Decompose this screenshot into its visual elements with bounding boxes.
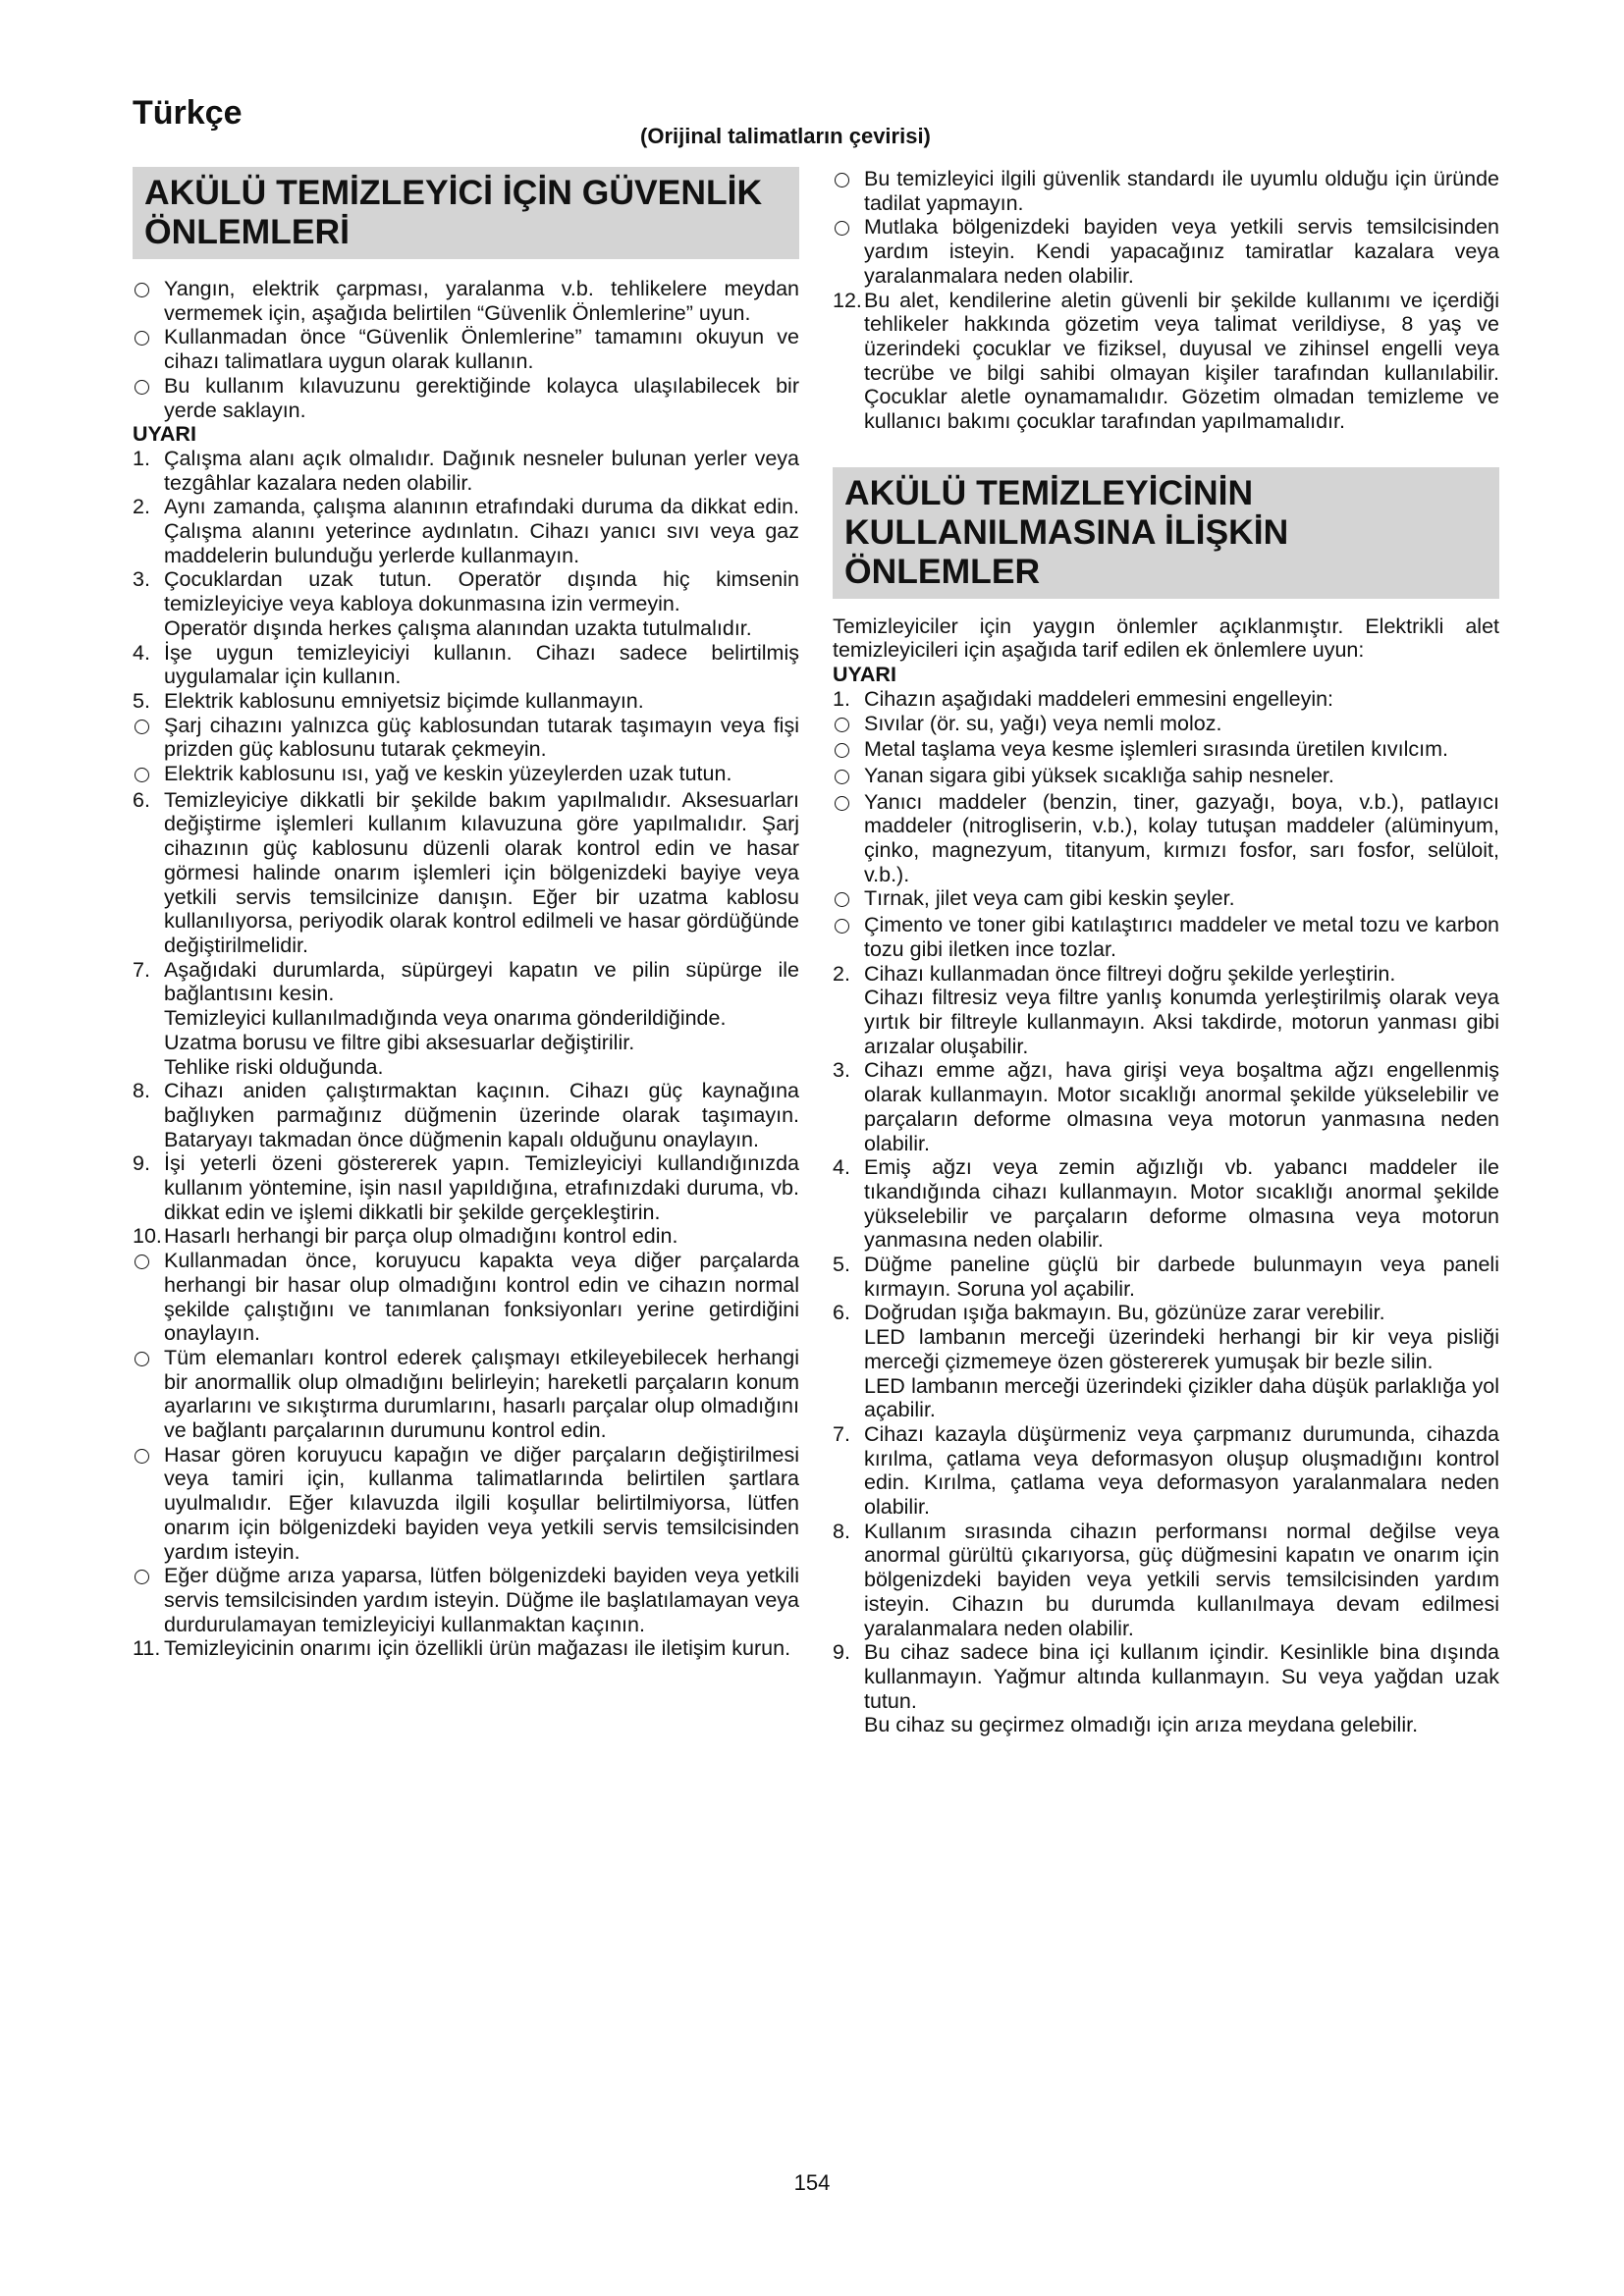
circle-bullet-icon bbox=[135, 1352, 149, 1366]
circle-bullet-icon bbox=[835, 173, 849, 187]
bullet-item: Yanan sigara gibi yüksek sıcaklığa sahip nesneler. bbox=[833, 764, 1499, 790]
numbered-item: 2. Cihazı kullanmadan önce filtreyi doğru şekilde yerleştirin. Cihazı filtresiz veya filtre yanlış konumda yerleştirilmiş olarak veya yırtık bir filtreyle kullanmayın. Aksi takdirde, motorun yanması gibi arızalar oluşabilir. bbox=[833, 961, 1499, 1058]
bullet-item: Şarj cihazını yalnızca güç kablosundan tutarak taşımayın veya fişi prizden güç kablosunu tutarak çekmeyin. bbox=[133, 714, 799, 762]
numbered-item: 4. Emiş ağzı veya zemin ağızlığı vb. yabancı maddeler ile tıkandığında cihazı kullanmayın. Motor sıcaklığı anormal şekilde yükselebilir ve parçaların deforme olmasına veya motorun yanmasına neden olabilir. bbox=[833, 1155, 1499, 1253]
numbered-item: 6. Doğrudan ışığa bakmayın. Bu, gözünüze zarar verebilir. LED lambanın merceği üzerindeki herhangi bir kir veya pisliği merceği çizmemeye özen göstererek yumuşak bir bezle silin. LED lambanın merceği üzerindeki çizikler daha düşük parlaklığa yol açabilir. bbox=[833, 1301, 1499, 1422]
bullet-item: Bu temizleyici ilgili güvenlik standardı ile uyumlu olduğu için üründe tadilat yapmayın. bbox=[833, 167, 1499, 215]
numbered-item: 6. Temizleyiciye dikkatli bir şekilde bakım yapılmalıdır. Aksesuarları değiştirme işlemleri kullanım kılavuzuna göre yapılmalıdır. Şarj cihazının güç kablosunu düzenli olarak kontrol edin ve hasar görmesi halinde onarım işlemleri için bölgenizdeki bayiye veya yetkili servis temsilcinize danışın. Eğer bir uzatma kablosu kullanılıyorsa, periyodik olarak kontrol edilmeli ve hasar gördüğünde değiştirilmelidir. bbox=[133, 787, 799, 957]
circle-bullet-icon bbox=[835, 743, 849, 758]
numbered-item: 7. Cihazı kazayla düşürmeniz veya çarpmanız durumunda, cihazda kırılma, çatlama veya deformasyon oluşup oluşmadığını kontrol edin. Kırılma, çatlama veya deformasyon yaralanmalara neden olabilir. bbox=[833, 1421, 1499, 1520]
numbered-item: 3. Çocuklardan uzak tutun. Operatör dışında hiç kimsenin temizleyiciye veya kabloya dokunmasına izin vermeyin. Operatör dışında herkes çalışma alanından uzakta tutulmalıdır. bbox=[133, 567, 799, 640]
bullet-item: Elektrik kablosunu ısı, yağ ve keskin yüzeylerden uzak tutun. bbox=[133, 762, 799, 788]
numbered-item: 8. Cihazı aniden çalıştırmaktan kaçının. Cihazı güç kaynağına bağlıyken parmağınız düğmenin üzerinde olarak taşımayın. Bataryayı takmadan önce düğmenin kapalı olduğunu onaylayın. bbox=[133, 1079, 799, 1151]
circle-bullet-icon bbox=[835, 718, 849, 732]
circle-bullet-icon bbox=[835, 796, 849, 811]
bullet-item: Mutlaka bölgenizdeki bayiden veya yetkili servis temsilcisinden yardım isteyin. Kendi yapacağınız tamiratlar kazalara veya yaralanmalara neden olabilir. bbox=[833, 215, 1499, 288]
bullet-item: Tırnak, jilet veya cam gibi keskin şeyler. bbox=[833, 886, 1499, 913]
right-column bbox=[833, 167, 1499, 1737]
warning-label: UYARI bbox=[133, 422, 196, 447]
warning-label: UYARI bbox=[833, 663, 896, 687]
page-number: 154 bbox=[793, 2170, 831, 2195]
numbered-item: 5. Düğme paneline güçlü bir darbede bulunmayın veya paneli kırmayın. Soruna yol açabilir. bbox=[833, 1253, 1499, 1301]
language-label: Türkçe bbox=[133, 94, 243, 132]
bullet-item: Yanıcı maddeler (benzin, tiner, gazyağı, boya, v.b.), patlayıcı maddeler (nitrogliserin, v.b.), kolay tutuşan maddeler (alüminyum, çinko, magnezyum, titanyum, kırmızı fosfor, sarı fosfor, selüloit, v.b.). bbox=[833, 790, 1499, 887]
bullet-item: Bu kullanım kılavuzunu gerektiğinde kolayca ulaşılabilecek bir yerde saklayın. bbox=[133, 374, 799, 422]
circle-bullet-icon bbox=[835, 919, 849, 934]
circle-bullet-icon bbox=[835, 221, 849, 236]
numbered-item: 9. Bu cihaz sadece bina içi kullanım içindir. Kesinlikle bina dışında kullanmayın. Yağmur altında kullanmayın. Su veya yağdan uzak tutun. Bu cihaz su geçirmez olmadığı için arıza meydana gelebilir. bbox=[833, 1640, 1499, 1737]
bullet-item: Yangın, elektrik çarpması, yaralanma v.b. tehlikelere meydan vermemek için, aşağıda belirtilen “Güvenlik Önlemlerine” uyun. bbox=[133, 277, 799, 325]
circle-bullet-icon bbox=[135, 283, 149, 297]
bullet-item: Kullanmadan önce, koruyucu kapakta veya diğer parçalarda herhangi bir hasar olup olmadığını kontrol edin ve cihazın normal şekilde çalıştığını ve tanımlanan fonksiyonları yerine getirdiğini onaylayın. bbox=[133, 1249, 799, 1346]
circle-bullet-icon bbox=[135, 1255, 149, 1269]
bullet-item: Tüm elemanları kontrol ederek çalışmayı etkileyebilecek herhangi bir anormallik olup olmadığını belirleyin; hareketli parçaların konum ayarlarını ve sıkıştırma durumlarını, hasarlı parçalar olup olmadığını ve bağlantı parçalarının durumunu kontrol edin. bbox=[133, 1346, 799, 1443]
bullet-item: Kullanmadan önce “Güvenlik Önlemlerine” tamamını okuyun ve cihazı talimatlara uygun olarak kullanın. bbox=[133, 325, 799, 373]
bullet-item: Hasar gören koruyucu kapağın ve diğer parçaların değiştirilmesi veya tamiri için, kullanma talimatlarında belirtilen şartlara uyulmalıdır. Eğer kılavuzda ilgili koşullar belirtilmiyorsa, lütfen onarım için bölgenizdeki bayiden veya yetkili servis temsilcisinden yardım isteyin. bbox=[133, 1443, 799, 1565]
bullet-item: Çimento ve toner gibi katılaştırıcı maddeler ve metal tozu ve karbon tozu gibi iletken ince tozlar. bbox=[833, 913, 1499, 961]
numbered-item: 3. Cihazı emme ağzı, hava girişi veya boşaltma ağzı engellenmiş olarak kullanmayın. Motor sıcaklığı anormal şekilde yükselebilir ve parçaların deforme olmasına veya motorun yanmasına neden olabilir. bbox=[833, 1058, 1499, 1155]
circle-bullet-icon bbox=[135, 331, 149, 346]
numbered-item: 4. İşe uygun temizleyiciyi kullanın. Cihazı sadece belirtilmiş uygulamalar için kullanın. bbox=[133, 640, 799, 689]
numbered-item: 1. Cihazın aşağıdaki maddeleri emmesini engelleyin: bbox=[833, 686, 1334, 711]
left-column bbox=[133, 167, 799, 1661]
circle-bullet-icon bbox=[135, 768, 149, 782]
circle-bullet-icon bbox=[135, 1449, 149, 1464]
circle-bullet-icon bbox=[835, 892, 849, 907]
numbered-item: 11. Temizleyicinin onarımı için özellikli ürün mağazası ile iletişim kurun. bbox=[133, 1636, 791, 1661]
numbered-item: 2. Aynı zamanda, çalışma alanının etrafındaki duruma da dikkat edin. Çalışma alanını yeterince aydınlatın. Cihazı yanıcı sıvı veya gaz maddelerin bulunduğu yerlerde kullanmayın. bbox=[133, 495, 799, 567]
section-heading-safety: AKÜLÜ TEMİZLEYİCİ İÇİN GÜVENLİK ÖNLEMLERİ bbox=[133, 167, 799, 259]
bullet-item: Sıvılar (ör. su, yağı) veya nemli moloz. bbox=[833, 712, 1499, 738]
bullet-item: Eğer düğme arıza yaparsa, lütfen bölgenizdeki bayiden veya yetkili servis temsilcisinden yardım isteyin. Düğme ile başlatılamayan veya durdurulamayan temizleyiciyi kullanmaktan kaçının. bbox=[133, 1564, 799, 1636]
translation-subtitle: (Orijinal talimatların çevirisi) bbox=[640, 124, 931, 148]
numbered-item: 1. Çalışma alanı açık olmalıdır. Dağınık nesneler bulunan yerler veya tezgâhlar kazalara neden olabilir. bbox=[133, 446, 799, 495]
circle-bullet-icon bbox=[135, 380, 149, 395]
numbered-item: 10. Hasarlı herhangi bir parça olup olmadığını kontrol edin. bbox=[133, 1224, 678, 1249]
circle-bullet-icon bbox=[835, 770, 849, 784]
circle-bullet-icon bbox=[135, 720, 149, 734]
numbered-item: 7. Aşağıdaki durumlarda, süpürgeyi kapatın ve pilin süpürge ile bağlantısını kesin. Temizleyici kullanılmadığında veya onarıma gönderildiğinde. Uzatma borusu ve filtre gibi aksesuarlar değiştirilir. Tehlike riski olduğunda. bbox=[133, 957, 799, 1079]
intro-paragraph: Temizleyiciler için yaygın önlemler açıklanmıştır. Elektrikli alet temizleyicileri için aşağıda tarif edilen ek önlemlere uyun: bbox=[833, 614, 1499, 663]
numbered-item: 8. Kullanım sırasında cihazın performansı normal değilse veya anormal gürültü çıkarıyorsa, güç düğmesini kapatın ve onarım için bölgenizdeki bayiden veya yetkili servis temsilcisinden yardım isteyin. Cihazın bu durumda kullanılmaya devam edilmesi yaralanmalara neden olabilir. bbox=[833, 1519, 1499, 1640]
numbered-item: 12. Bu alet, kendilerine aletin güvenli bir şekilde kullanımı ve içerdiği tehlikeler hakkında gözetim veya talimat verildiyse, 8 yaş ve üzerindeki çocuklar ve fiziksel, duyusal ve zihinsel engelli veya tecrübe ve bilgi sahibi olmayan kişiler tarafından kullanılabilir. Çocuklar aletle oynamamalıdır. Gözetim olmadan temizleme ve kullanıcı bakımı çocuklar tarafından yapılmamalıdır. bbox=[833, 288, 1499, 434]
numbered-item: 5. Elektrik kablosunu emniyetsiz biçimde kullanmayın. bbox=[133, 688, 644, 713]
circle-bullet-icon bbox=[135, 1570, 149, 1584]
numbered-item: 9. İşi yeterli özeni göstererek yapın. Temizleyiciyi kullandığınızda kullanım yöntemine, işin nasıl yapıldığına, etrafınızdaki duruma, vb. dikkat edin ve işlemi dikkatli bir şekilde gerçekleştirin. bbox=[133, 1151, 799, 1224]
section-heading-usage: AKÜLÜ TEMİZLEYİCİNİN KULLANILMASINA İLİŞKİN ÖNLEMLER bbox=[833, 467, 1499, 599]
bullet-item: Metal taşlama veya kesme işlemleri sırasında üretilen kıvılcım. bbox=[833, 737, 1499, 764]
